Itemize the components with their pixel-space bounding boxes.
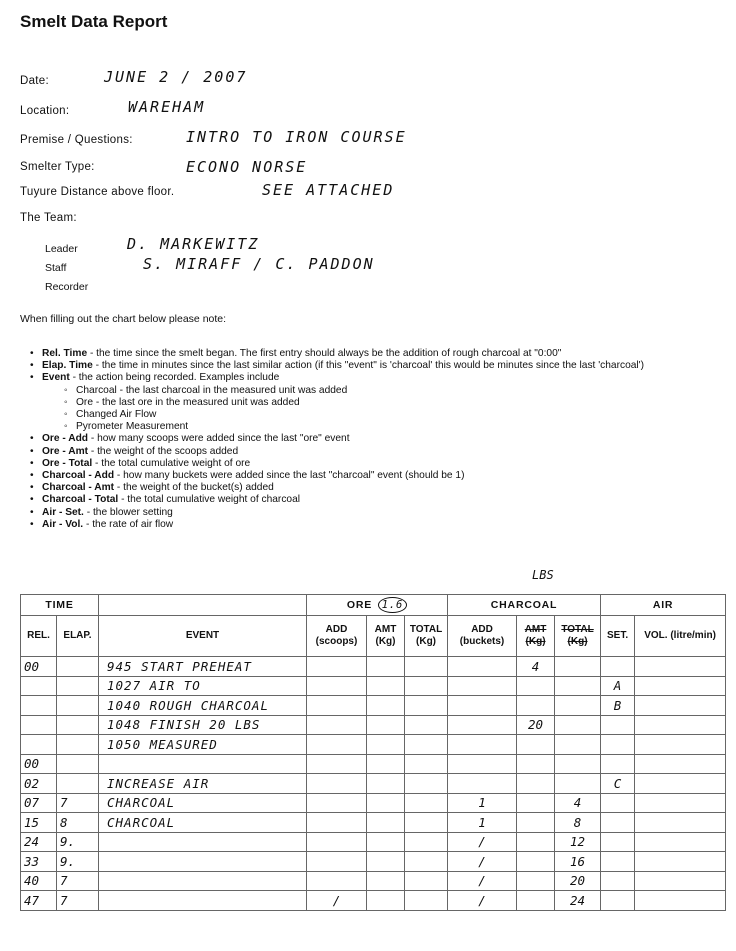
charcoal-amt-cell <box>517 676 555 696</box>
rel-cell: 33 <box>21 852 57 872</box>
elap-cell <box>57 715 99 735</box>
charcoal-add-cell: 1 <box>448 793 517 813</box>
air-vol-cell <box>635 735 726 755</box>
location-label: Location: <box>20 105 70 117</box>
charcoal-add-cell: / <box>448 852 517 872</box>
event-cell: 1050 MEASURED <box>99 735 307 755</box>
notes-list <box>30 348 730 531</box>
event-cell <box>99 852 307 872</box>
charcoal-add-cell: / <box>448 891 517 911</box>
table-row <box>21 793 726 813</box>
charcoal-amt-cell <box>517 891 555 911</box>
event-cell <box>99 871 307 891</box>
charcoal-amt-cell: 4 <box>517 657 555 677</box>
premise-value: INTRO TO IRON COURSE <box>186 128 407 146</box>
event-cell <box>99 832 307 852</box>
ore-amt-cell <box>367 676 405 696</box>
rel-cell: 07 <box>21 793 57 813</box>
elap-cell: 9. <box>57 832 99 852</box>
rel-cell: 24 <box>21 832 57 852</box>
air-vol-cell <box>635 715 726 735</box>
ore-total-cell <box>405 754 448 774</box>
note-ore-amt: • Ore - Amt - the weight of the scoops added <box>30 446 730 458</box>
table-row <box>21 832 726 852</box>
air-set-cell <box>601 871 635 891</box>
charcoal-add-cell: / <box>448 871 517 891</box>
air-vol-cell <box>635 852 726 872</box>
charcoal-total-cell <box>555 696 601 716</box>
ore-add-cell <box>307 852 367 872</box>
col-ore-add: ADD (scoops) <box>307 616 367 657</box>
col-ore-total: TOTAL (Kg) <box>405 616 448 657</box>
air-set-cell <box>601 891 635 911</box>
ore-total-cell <box>405 696 448 716</box>
rel-cell: 00 <box>21 754 57 774</box>
ore-add-cell <box>307 676 367 696</box>
col-rel: REL. <box>21 616 57 657</box>
ore-group-header: ORE 1.6 <box>307 595 448 616</box>
note-event-pyrometer: ◦ Pyrometer Measurement <box>30 421 730 433</box>
ore-add-cell <box>307 696 367 716</box>
event-cell: 1040 ROUGH CHARCOAL <box>99 696 307 716</box>
table-row <box>21 871 726 891</box>
ore-add-cell <box>307 774 367 794</box>
event-cell: CHARCOAL <box>99 813 307 833</box>
air-set-cell: C <box>601 774 635 794</box>
rel-cell <box>21 715 57 735</box>
note-ore-total: • Ore - Total - the total cumulative weight of ore <box>30 458 730 470</box>
charcoal-add-cell: 1 <box>448 813 517 833</box>
ore-add-cell <box>307 715 367 735</box>
charcoal-total-cell: 24 <box>555 891 601 911</box>
ore-total-cell <box>405 891 448 911</box>
charcoal-amt-cell: 20 <box>517 715 555 735</box>
air-vol-cell <box>635 657 726 677</box>
rel-cell: 40 <box>21 871 57 891</box>
air-vol-cell <box>635 793 726 813</box>
table-row <box>21 715 726 735</box>
elap-cell: 7 <box>57 871 99 891</box>
ore-total-cell <box>405 735 448 755</box>
rel-cell: 02 <box>21 774 57 794</box>
note-event-charcoal: ◦ Charcoal - the last charcoal in the measured unit was added <box>30 385 730 397</box>
elap-cell <box>57 676 99 696</box>
note-elap-time: • Elap. Time - the time in minutes since the last similar action (if this "event" is 'charcoal' this would be minutes since the last 'charcoal') <box>30 360 730 372</box>
note-charcoal-add: • Charcoal - Add - how many buckets were added since the last "charcoal" event (should be 1) <box>30 470 730 482</box>
air-vol-cell <box>635 871 726 891</box>
ore-total-cell <box>405 832 448 852</box>
charcoal-amt-cell <box>517 852 555 872</box>
note-air-vol: • Air - Vol. - the rate of air flow <box>30 519 730 531</box>
note-event: • Event - the action being recorded. Examples include <box>30 372 730 384</box>
charcoal-amt-cell <box>517 754 555 774</box>
smelt-data-table <box>20 594 726 911</box>
charcoal-add-cell <box>448 774 517 794</box>
time-group-header: TIME <box>21 595 99 616</box>
table-row <box>21 676 726 696</box>
premise-label: Premise / Questions: <box>20 134 133 146</box>
col-air-set: SET. <box>601 616 635 657</box>
charcoal-group-header: CHARCOAL <box>448 595 601 616</box>
rel-cell <box>21 676 57 696</box>
elap-cell: 7 <box>57 891 99 911</box>
charcoal-amt-cell <box>517 871 555 891</box>
rel-cell: 47 <box>21 891 57 911</box>
charcoal-total-cell <box>555 715 601 735</box>
rel-cell: 15 <box>21 813 57 833</box>
col-ore-amt: AMT (Kg) <box>367 616 405 657</box>
elap-cell <box>57 696 99 716</box>
note-charcoal-total: • Charcoal - Total - the total cumulative weight of charcoal <box>30 494 730 506</box>
event-cell <box>99 754 307 774</box>
event-cell: 945 START PREHEAT <box>99 657 307 677</box>
charcoal-amt-cell <box>517 696 555 716</box>
table-row <box>21 696 726 716</box>
team-heading: The Team: <box>20 212 77 224</box>
note-ore-add: • Ore - Add - how many scoops were added since the last "ore" event <box>30 433 730 445</box>
ore-amt-cell <box>367 774 405 794</box>
smelter-type-label: Smelter Type: <box>20 161 95 173</box>
ore-add-cell: / <box>307 891 367 911</box>
ore-total-cell <box>405 676 448 696</box>
col-event: EVENT <box>99 616 307 657</box>
charcoal-add-cell: / <box>448 832 517 852</box>
date-value: JUNE 2 / 2007 <box>104 68 248 86</box>
table-body <box>21 657 726 911</box>
elap-cell: 9. <box>57 852 99 872</box>
event-group-spacer <box>99 595 307 616</box>
col-charcoal-total: TOTAL (Kg) <box>555 616 601 657</box>
elap-cell <box>57 735 99 755</box>
ore-add-cell <box>307 754 367 774</box>
air-set-cell <box>601 754 635 774</box>
ore-total-cell <box>405 774 448 794</box>
rel-cell <box>21 696 57 716</box>
air-set-cell <box>601 735 635 755</box>
table-row <box>21 891 726 911</box>
event-cell: CHARCOAL <box>99 793 307 813</box>
charcoal-amt-cell <box>517 735 555 755</box>
air-set-cell: A <box>601 676 635 696</box>
ore-amt-cell <box>367 657 405 677</box>
table-row <box>21 813 726 833</box>
ore-handwritten-note: 1.6 <box>378 597 407 613</box>
ore-amt-cell <box>367 793 405 813</box>
ore-total-cell <box>405 657 448 677</box>
ore-add-cell <box>307 813 367 833</box>
col-charcoal-amt: AMT (Kg) <box>517 616 555 657</box>
air-set-cell <box>601 715 635 735</box>
table-row <box>21 852 726 872</box>
table-row <box>21 735 726 755</box>
tuyure-value: SEE ATTACHED <box>262 181 395 199</box>
air-set-cell <box>601 852 635 872</box>
elap-cell: 8 <box>57 813 99 833</box>
elap-cell <box>57 657 99 677</box>
air-vol-cell <box>635 774 726 794</box>
ore-total-cell <box>405 793 448 813</box>
rel-cell <box>21 735 57 755</box>
air-vol-cell <box>635 696 726 716</box>
ore-amt-cell <box>367 871 405 891</box>
charcoal-total-cell <box>555 657 601 677</box>
ore-add-cell <box>307 832 367 852</box>
col-air-vol: VOL. (litre/min) <box>635 616 726 657</box>
note-air-set: • Air - Set. - the blower setting <box>30 507 730 519</box>
air-vol-cell <box>635 754 726 774</box>
elap-cell <box>57 774 99 794</box>
ore-total-cell <box>405 871 448 891</box>
charcoal-amt-cell <box>517 793 555 813</box>
elap-cell: 7 <box>57 793 99 813</box>
event-cell: 1048 FINISH 20 LBS <box>99 715 307 735</box>
note-event-ore: ◦ Ore - the last ore in the measured unit was added <box>30 397 730 409</box>
location-value: WAREHAM <box>128 98 206 116</box>
air-set-cell: B <box>601 696 635 716</box>
charcoal-amt-cell <box>517 832 555 852</box>
charcoal-add-cell <box>448 754 517 774</box>
ore-add-cell <box>307 735 367 755</box>
charcoal-total-cell <box>555 774 601 794</box>
note-event-air-flow: ◦ Changed Air Flow <box>30 409 730 421</box>
air-vol-cell <box>635 891 726 911</box>
col-elap: ELAP. <box>57 616 99 657</box>
ore-add-cell <box>307 657 367 677</box>
recorder-label: Recorder <box>45 281 89 293</box>
ore-amt-cell <box>367 696 405 716</box>
charcoal-add-cell <box>448 676 517 696</box>
tuyure-label: Tuyure Distance above floor. <box>20 186 175 198</box>
charcoal-total-cell: 16 <box>555 852 601 872</box>
ore-amt-cell <box>367 813 405 833</box>
ore-amt-cell <box>367 715 405 735</box>
table-row <box>21 754 726 774</box>
ore-total-cell <box>405 813 448 833</box>
air-set-cell <box>601 657 635 677</box>
air-vol-cell <box>635 813 726 833</box>
air-vol-cell <box>635 676 726 696</box>
charcoal-add-cell <box>448 715 517 735</box>
ore-add-cell <box>307 793 367 813</box>
leader-label: Leader <box>45 243 78 255</box>
ore-amt-cell <box>367 754 405 774</box>
charcoal-total-cell <box>555 676 601 696</box>
charcoal-add-cell <box>448 657 517 677</box>
ore-total-cell <box>405 852 448 872</box>
charcoal-total-cell <box>555 735 601 755</box>
event-cell: INCREASE AIR <box>99 774 307 794</box>
table-row <box>21 774 726 794</box>
notes-intro: When filling out the chart below please note: <box>20 313 227 325</box>
air-group-header: AIR <box>601 595 726 616</box>
ore-amt-cell <box>367 735 405 755</box>
note-rel-time: • Rel. Time - the time since the smelt began. The first entry should always be the addition of rough charcoal at "0:00" <box>30 348 730 360</box>
ore-amt-cell <box>367 891 405 911</box>
rel-cell: 00 <box>21 657 57 677</box>
charcoal-amt-cell <box>517 813 555 833</box>
note-charcoal-amt: • Charcoal - Amt - the weight of the bucket(s) added <box>30 482 730 494</box>
charcoal-add-cell <box>448 696 517 716</box>
air-set-cell <box>601 813 635 833</box>
ore-amt-cell <box>367 832 405 852</box>
staff-value: S. MIRAFF / C. PADDON <box>143 255 375 273</box>
lbs-annotation: LBS <box>532 568 554 582</box>
elap-cell <box>57 754 99 774</box>
leader-value: D. MARKEWITZ <box>127 235 260 253</box>
report-title: Smelt Data Report <box>20 12 168 31</box>
charcoal-total-cell: 20 <box>555 871 601 891</box>
event-cell <box>99 891 307 911</box>
event-cell: 1027 AIR TO <box>99 676 307 696</box>
charcoal-add-cell <box>448 735 517 755</box>
charcoal-total-cell <box>555 754 601 774</box>
col-charcoal-add: ADD (buckets) <box>448 616 517 657</box>
air-vol-cell <box>635 832 726 852</box>
date-label: Date: <box>20 75 49 87</box>
smelter-type-value: ECONO NORSE <box>186 158 308 176</box>
charcoal-amt-cell <box>517 774 555 794</box>
air-set-cell <box>601 832 635 852</box>
charcoal-total-cell: 8 <box>555 813 601 833</box>
charcoal-total-cell: 4 <box>555 793 601 813</box>
ore-total-cell <box>405 715 448 735</box>
staff-label: Staff <box>45 262 67 274</box>
ore-add-cell <box>307 871 367 891</box>
table-row <box>21 657 726 677</box>
charcoal-total-cell: 12 <box>555 832 601 852</box>
air-set-cell <box>601 793 635 813</box>
ore-amt-cell <box>367 852 405 872</box>
